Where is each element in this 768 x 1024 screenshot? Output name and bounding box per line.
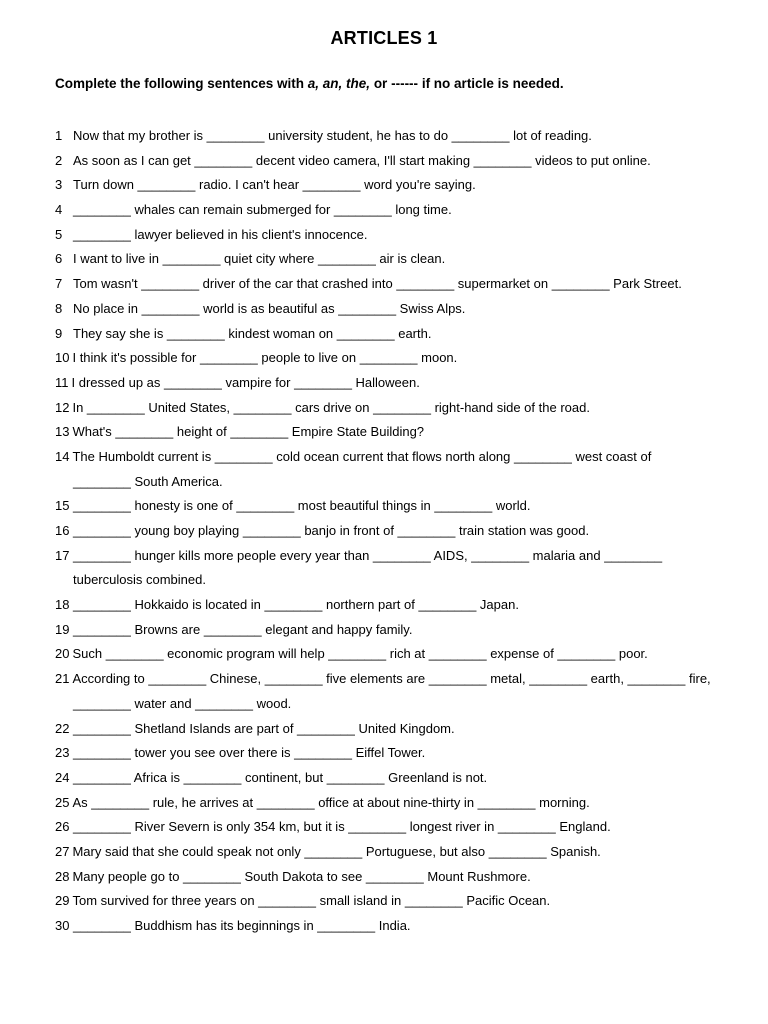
exercise-continuation: ________ water and ________ wood. — [73, 695, 292, 711]
exercise-item — [55, 544, 735, 569]
instructions-options: a, an, the, — [307, 76, 371, 91]
exercise-number: 5 — [55, 226, 63, 242]
exercise-text: No place in ________ world is as beautiful as ________ Swiss Alps. — [73, 300, 466, 316]
exercise-text: ________ Hokkaido is located in ________ northern part of ________ Japan. — [73, 597, 519, 613]
exercise-item — [55, 717, 735, 742]
exercise-item — [55, 593, 735, 618]
exercise-number: 11 — [55, 374, 69, 390]
exercise-number: 1 — [55, 128, 63, 143]
exercise-number: 22 — [55, 720, 70, 736]
exercise-item — [55, 371, 735, 396]
exercise-text: ________ honesty is one of ________ most beautiful things in ________ world. — [73, 498, 531, 514]
exercise-item — [55, 223, 735, 248]
exercise-item — [55, 346, 735, 371]
exercise-number: 9 — [55, 325, 63, 341]
exercise-number: 30 — [55, 918, 70, 933]
exercise-text: They say she is ________ kindest woman on ________ earth. — [73, 325, 432, 341]
exercise-text: Mary said that she could speak not only ________ Portuguese, but also ________ Spanish. — [72, 843, 601, 859]
exercise-text: ________ Africa is ________ continent, but ________ Greenland is not. — [73, 769, 488, 785]
exercise-number: 4 — [55, 202, 63, 218]
exercise-text: According to ________ Chinese, ________ five elements are ________ metal, ________ earth, ________ fire, — [72, 671, 711, 687]
exercise-item — [55, 618, 735, 643]
instructions-suffix: if no article is needed. — [418, 76, 564, 91]
exercise-number: 3 — [55, 177, 63, 193]
exercise-number: 29 — [55, 893, 70, 909]
exercise-item — [55, 322, 735, 347]
exercise-number: 8 — [55, 300, 63, 316]
exercise-text: ________ River Severn is only 354 km, but it is ________ longest river in ________ England. — [73, 819, 611, 835]
exercise-item — [55, 766, 735, 791]
exercise-text: ________ hunger kills more people every year than ________ AIDS, ________ malaria and ________ — [73, 547, 663, 563]
exercise-text: Tom wasn't ________ driver of the car that crashed into ________ supermarket on ________ Park Street. — [73, 276, 682, 292]
exercise-item — [55, 865, 735, 890]
exercise-item — [55, 198, 735, 223]
exercise-text: ________ Buddhism has its beginnings in ________ India. — [73, 918, 411, 933]
exercise-item — [55, 173, 735, 198]
exercise-number: 20 — [55, 646, 70, 662]
exercise-item — [55, 840, 735, 865]
exercise-item — [55, 667, 735, 692]
exercise-item — [55, 642, 735, 667]
exercise-list — [55, 124, 735, 939]
exercise-number: 6 — [55, 251, 63, 267]
exercise-text: ________ lawyer believed in his client's innocence. — [73, 226, 368, 242]
exercise-item — [55, 396, 735, 421]
exercise-number: 10 — [55, 350, 70, 366]
exercise-text: Many people go to ________ South Dakota to see ________ Mount Rushmore. — [72, 868, 531, 884]
exercise-number: 19 — [55, 621, 70, 637]
exercise-item — [55, 445, 735, 470]
exercise-text: I think it's possible for ________ people to live on ________ moon. — [72, 350, 458, 366]
exercise-text: What's ________ height of ________ Empire State Building? — [72, 424, 425, 440]
exercise-text: ________ tower you see over there is ________ Eiffel Tower. — [73, 745, 426, 761]
exercise-item — [55, 791, 735, 816]
exercise-text: Now that my brother is ________ university student, he has to do ________ lot of reading. — [73, 128, 592, 143]
exercise-text: ________ Browns are ________ elegant and happy family. — [73, 621, 413, 637]
instructions — [55, 76, 564, 91]
exercise-item — [55, 272, 735, 297]
exercise-number: 21 — [55, 671, 70, 687]
exercise-number: 7 — [55, 276, 63, 292]
exercise-text: The Humboldt current is ________ cold ocean current that flows north along ________ west coast of — [72, 448, 652, 464]
exercise-number: 26 — [55, 819, 70, 835]
exercise-number: 2 — [55, 152, 63, 168]
exercise-text: ________ whales can remain submerged for ________ long time. — [73, 202, 452, 218]
exercise-item — [55, 420, 735, 445]
exercise-text: ________ Shetland Islands are part of ________ United Kingdom. — [73, 720, 455, 736]
exercise-continuation: ________ South America. — [73, 473, 223, 489]
exercise-item — [55, 124, 735, 149]
exercise-text: In ________ United States, ________ cars drive on ________ right-hand side of the road. — [72, 399, 590, 415]
exercise-text: Turn down ________ radio. I can't hear ________ word you're saying. — [73, 177, 476, 193]
exercise-text: As soon as I can get ________ decent video camera, I'll start making ________ videos to put online. — [73, 152, 651, 168]
exercise-text: Such ________ economic program will help ________ rich at ________ expense of ________ poor. — [72, 646, 648, 662]
exercise-item — [55, 519, 735, 544]
exercise-number: 23 — [55, 745, 70, 761]
exercise-number: 16 — [55, 523, 70, 538]
exercise-text: Tom survived for three years on ________ small island in ________ Pacific Ocean. — [72, 893, 551, 909]
exercise-item — [55, 494, 735, 519]
instructions-middle: or — [370, 76, 392, 91]
exercise-number: 17 — [55, 547, 70, 563]
exercise-text: I dressed up as ________ vampire for ________ Halloween. — [71, 374, 420, 390]
exercise-continuation: tuberculosis combined. — [73, 572, 206, 588]
exercise-number: 25 — [55, 794, 70, 810]
page-title: ARTICLES 1 — [330, 28, 438, 48]
exercise-item — [55, 297, 735, 322]
exercise-item — [55, 914, 735, 939]
exercise-item — [55, 247, 735, 272]
exercise-text: As ________ rule, he arrives at ________ office at about nine-thirty in ________ morning. — [72, 794, 590, 810]
instructions-dashes: ------ — [391, 76, 419, 91]
exercise-item — [55, 149, 735, 174]
exercise-number: 28 — [55, 868, 70, 884]
exercise-text: I want to live in ________ quiet city where ________ air is clean. — [73, 251, 446, 267]
exercise-number: 13 — [55, 424, 70, 440]
exercise-number: 15 — [55, 498, 70, 514]
exercise-number: 18 — [55, 597, 70, 613]
exercise-item — [55, 815, 735, 840]
exercise-text: ________ young boy playing ________ banjo in front of ________ train station was good. — [73, 523, 590, 538]
instructions-prefix: Complete the following sentences with — [55, 76, 308, 91]
exercise-number: 24 — [55, 769, 70, 785]
exercise-item — [55, 741, 735, 766]
exercise-number: 27 — [55, 843, 70, 859]
exercise-number: 14 — [55, 448, 70, 464]
exercise-item — [55, 889, 735, 914]
exercise-number: 12 — [55, 399, 70, 415]
